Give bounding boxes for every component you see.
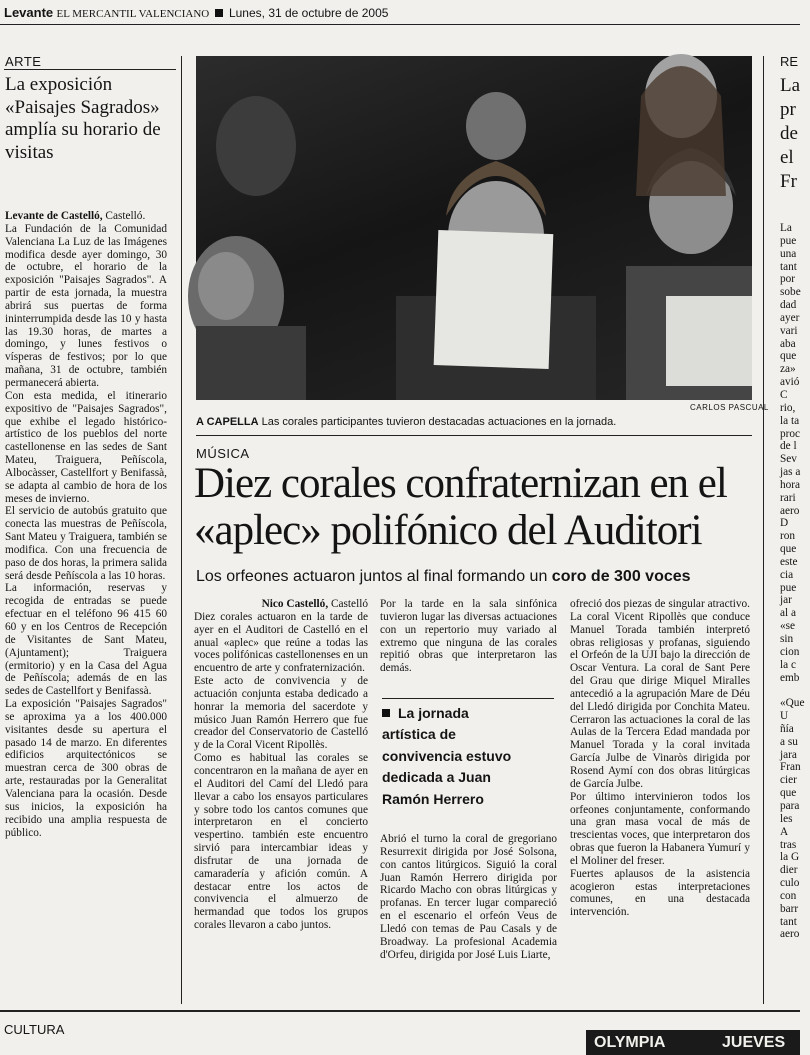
main-column-2-bottom: Abrió el turno la coral de gregoriano Resurrexit dirigida por José Solsona, con cantos litúrgicos. Siguió la coral Juan Ramón Herrero dirigida por Ricardo Macho con obras litúrgicas y profanas. En tercer lugar compareció en el escenario el orfeón Veus de Lledó con temas de Pau Casals y de Broadway. La profesional Academia d'Orfeu, dirigida por José Luis Liarte, [380,833,557,961]
right-section-label: RE [780,54,799,69]
choir-photo-illustration [196,56,752,400]
ad-text-1: OLYMPIA [594,1034,666,1051]
ad-text-2: JUEVES [722,1034,786,1051]
caption-label: A CAPELLA [196,416,259,428]
bottom-ad-strip [586,1030,800,1055]
left-byline-name: Levante de Castelló, [5,210,103,222]
pullquote [382,703,552,810]
choir-photo [196,56,752,400]
main-column-1 [194,598,368,932]
subhead-bold: coro de 300 voces [551,568,691,585]
masthead [4,5,388,20]
pullquote-text: La jornada artística de convivencia estuvo dedicada a Juan Ramón Herrero [382,705,512,807]
masthead-rule [0,24,800,25]
subhead-plain: Los orfeones actuaron juntos al final formando un [196,568,548,585]
main-column-3: ofreció dos piezas de singular atractivo. La coral Vicent Ripollès que conduce Manuel Torada también interpretó obras religiosas y profanas, siguiendo el Orfeón de la UJI bajo la dirección de Oscar Ventura. La coral de Sant Pere del Grau que dirige Miquel Miralles antecedió a la agrupación Mare de Déu del Lledó dirigida por Conchita Mateu. Cerraron las actuaciones la coral de las Aulas de la Tercera Edad mandada por Manuel Torada y la coral invitada García Julbe de Vinaròs dirigida por Rosend Aymí con dos obras litúrgicas de García Julbe. Por último intervinieron todos los orfeones conjuntamente, conformando una gran masa vocal de más de trescientas voces, que interpretaron dos obras que fueron la Habanera Yumurí y el Moliner del freser. Fuertes aplausos de la asistencia acogieron estas interpretaciones comunes, en una destacada intervención. [570,598,750,919]
left-section-label: ARTE [5,54,42,69]
caption-rule [196,435,752,436]
left-headline: La exposición «Paisajes Sagrados» amplía su horario de visitas [5,74,161,163]
footer-rule [0,1010,800,1012]
footer-section-label: CULTURA [4,1022,65,1037]
main-subheadline [196,568,756,586]
column-divider-right [763,56,764,1004]
brand-name: Levante [4,5,54,20]
left-article-body [5,210,167,839]
left-byline-place: Castelló. [105,210,146,222]
left-section-rule [4,69,176,70]
square-bullet-icon [215,9,223,17]
right-headline: La pr de el Fr [780,75,801,192]
main-column-1-text: Diez corales actuaron en la tarde de ayer en el Auditori de Castelló en el anual «aplec» que reúne a todas las voces polifónicas castellonenses en un encuentro de arte y confraternización. Este acto de convivencia y de actuación conjunta estaba dedicado a honrar la memoria del sacerdote y músico Juan Ramón Herrero que fue creador del Conservatorio de Castelló y de la Coral Vicent Ripollès. Como es habitual las corales se concentraron en la mañana de ayer en el Auditori del Camí del Lledó para llevar a cabo los ensayos particulares y sobre todo los cantos comunes que interpretaron en el concierto vespertino. también este encuentro sirvió para intercambiar ideas y disfrutar de una jornada de camaradería y afición común. A destacar entre los actos de convivencia el almuerzo de hermandad que todos los grupos corales llevaron a cabo juntos. [194,610,368,932]
main-column-2-top: Por la tarde en la sala sinfónica tuvieron lugar las diversas actuaciones con un repertorio muy variado al extremo que ninguna de las corales repitió obras que interpretaron las demás. [380,598,557,675]
issue-date: Lunes, 31 de octubre de 2005 [228,6,389,20]
pullquote-rule-top [382,698,554,699]
column-divider-left [181,56,182,1004]
left-body-text: La Fundación de la Comunidad Valenciana La Luz de las Imágenes modifica desde ayer domingo, 30 de octubre, el horario de la exposición "Paisajes Sagrados". A partir de esta jornada, la muestra abrirá sus puertas de forma ininterrumpida desde las 10 y hasta las 19.30 horas, de martes a domingo, y lunes festivos o vísperas de festivos; por lo que mañana, 31 de octubre, también permanecerá abierta. Con esta medida, el itinerario expositivo de "Paisajes Sagrados", que exhibe el legado histórico-artístico de los pueblos del norte castellonense en las sedes de Sant Mateu, Traiguera, Peñíscola, Albocàsser, Castellfort y Benifassà, se adapta al cambio de hora de los meses de invierno. El servicio de autobús gratuito que conecta las muestras de Peñíscola, Sant Mateu y Traiguera, también se modifica. Con una frecuencia de paso de dos horas, la primera salida será desde Peñíscola a las 10 horas. La información, reservas y recogida de entradas se puede efectuar en el teléfono 96 415 60 60 y en los Centros de Recepción de Visitantes de Sant Mateu, (Ajuntament); Traiguera (ermitorio) y en la Casa del Agua de Peñíscola; además de en las sedes de Castellfort y Benifassà. La exposición "Paisajes Sagrados" se aproxima ya a los 400.000 visitantes desde su apertura el pasado 14 de marzo. En diferentes edificios arquitectónicos se muestran cerca de 300 obras de arte, restauradas por la Generalitat Valenciana para la ocasión. Desde sus inicios, la exposición ha recibido una amplia respuesta de público. [5,222,167,839]
right-article-body: La pue una tant por sobe dad ayer vari aba que za» avió C rio, la ta proc de l Sev jas a hora rari aero D ron que este cia pue jar al a «se sin cion la c emb «Que U ñía a su jara Fran cier que para les A tras la G dier culo con barr tant aero [780,222,805,941]
photo-caption [196,416,752,428]
main-byline-place: Castelló [330,598,368,610]
paper-name: EL MERCANTIL VALENCIANO [56,8,210,20]
main-byline [194,598,368,611]
main-section-label: MÚSICA [196,446,250,461]
square-bullet-icon [382,709,390,717]
caption-text: Las corales participantes tuvieron destacadas actuaciones en la jornada. [261,416,617,428]
main-headline: Diez corales confraternizan en el «aplec» polifónico del Auditori [194,460,727,554]
photo-credit: CARLOS PASCUAL [690,403,769,412]
main-byline-name: Nico Castelló, [261,598,329,610]
